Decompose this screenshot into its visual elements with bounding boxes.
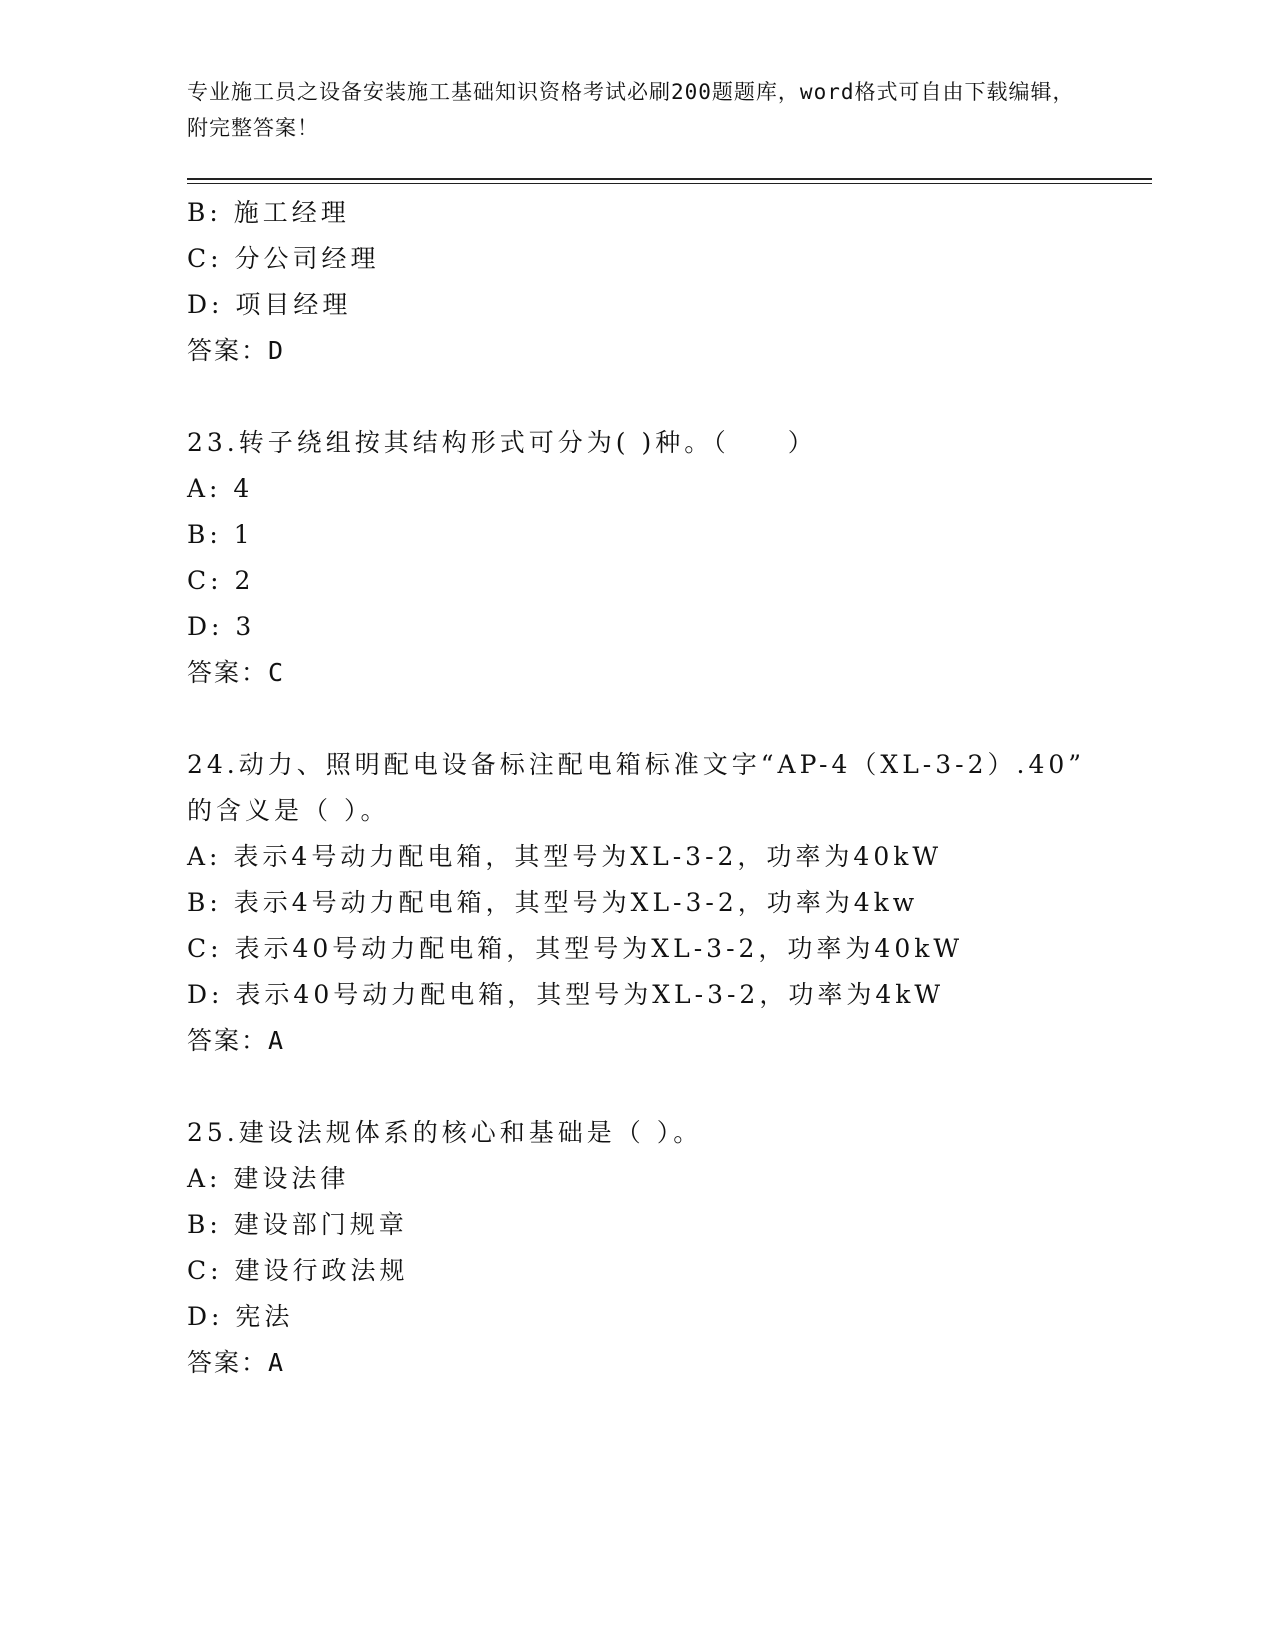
spacer: [187, 696, 1127, 742]
spacer: [187, 1064, 1127, 1110]
option-c: C: 2: [187, 566, 255, 595]
answer: 答案：C: [187, 658, 286, 687]
option-c: C: 表示40号动力配电箱，其型号为XL-3-2，功率为40kW: [187, 934, 964, 963]
option-c: C: 建设行政法规: [187, 1256, 409, 1285]
header-divider-thin: [187, 183, 1152, 184]
option-a: A: 4: [187, 474, 254, 503]
option-d: D: 宪法: [187, 1302, 294, 1331]
answer: 答案：A: [187, 1026, 286, 1055]
question-list: [187, 190, 1127, 1386]
option-b: B: 表示4号动力配电箱，其型号为XL-3-2，功率为4kw: [187, 888, 919, 917]
question-stem: 25.建设法规体系的核心和基础是（ ）。: [187, 1118, 703, 1147]
option-a: A: 建设法律: [187, 1164, 350, 1193]
option-d: D: 项目经理: [187, 290, 352, 319]
spacer: [187, 374, 1127, 420]
header-divider-thick: [187, 178, 1152, 180]
option-b: B: 施工经理: [187, 198, 350, 227]
question-25: [187, 1110, 1127, 1386]
answer: 答案：D: [187, 336, 286, 365]
option-c: C: 分公司经理: [187, 244, 380, 273]
option-d: D: 表示40号动力配电箱，其型号为XL-3-2，功率为4kW: [187, 980, 945, 1009]
question-stem-line-1: 24.动力、照明配电设备标注配电箱标准文字“AP-4（XL-3-2）.40”: [187, 750, 1086, 779]
question-23: [187, 420, 1127, 696]
option-a: A: 表示4号动力配电箱，其型号为XL-3-2，功率为40kW: [187, 842, 943, 871]
question-stem: 23.转子绕组按其结构形式可分为( )种。（ ）: [187, 428, 817, 457]
option-d: D: 3: [187, 612, 256, 641]
option-b: B: 建设部门规章: [187, 1210, 408, 1239]
answer: 答案：A: [187, 1348, 286, 1377]
question-22-tail: [187, 190, 1127, 374]
question-stem-line-2: 的含义是（ ）。: [187, 796, 390, 825]
option-b: B: 1: [187, 520, 254, 549]
question-24: [187, 742, 1127, 1064]
document-header: 专业施工员之设备安装施工基础知识资格考试必刷200题题库，word格式可自由下载编辑，附完整答案！: [187, 80, 1075, 140]
